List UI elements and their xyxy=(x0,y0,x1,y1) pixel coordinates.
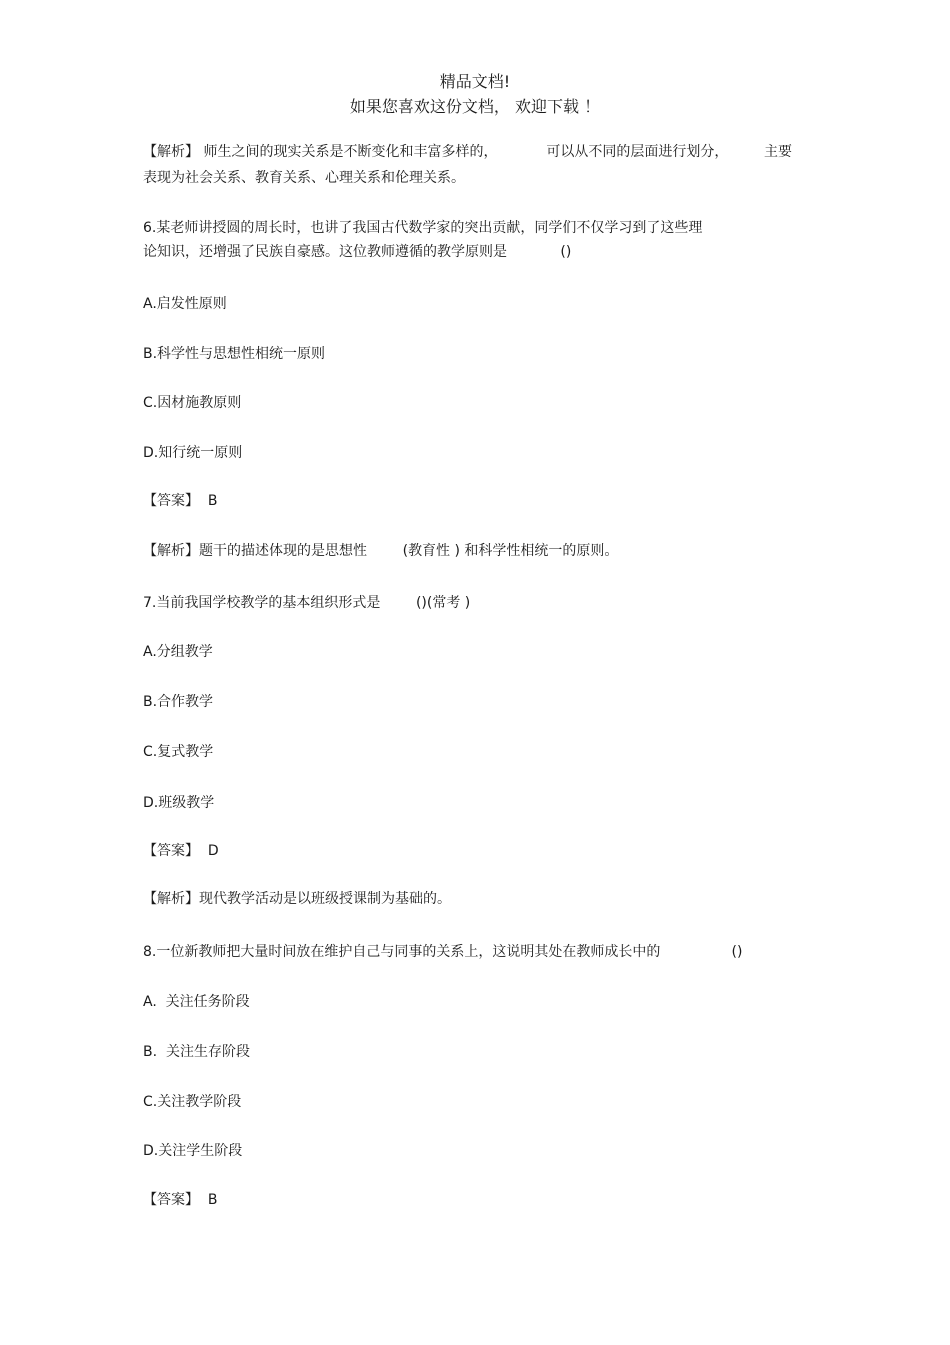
q7-option-c: C.复式教学 xyxy=(143,744,214,760)
q8-option-c: C.关注教学阶段 xyxy=(143,1094,242,1110)
q8-option-d: D.关注学生阶段 xyxy=(143,1143,243,1159)
q7-option-a: A.分组教学 xyxy=(143,644,213,660)
analysis-5-line-2: 表现为社会关系、教育关系、心理关系和伦理关系。 xyxy=(143,170,465,186)
question-6-line-1: 6.某老师讲授圆的周长时，也讲了我国古代数学家的突出贡献，同学们不仅学习到了这些理 xyxy=(143,220,703,236)
q7-option-b: B.合作教学 xyxy=(143,694,214,710)
q6-option-c: C.因材施教原则 xyxy=(143,395,242,411)
q7-option-d: D.班级教学 xyxy=(143,795,215,811)
q6-option-a: A.启发性原则 xyxy=(143,296,227,312)
q6-option-d: D.知行统一原则 xyxy=(143,445,243,461)
q6-answer: 【答案】 B xyxy=(143,493,218,509)
q6-analysis: 【解析】题干的描述体现的是思想性 (教育性 ) 和科学性相统一的原则。 xyxy=(143,543,619,559)
q7-analysis: 【解析】现代教学活动是以班级授课制为基础的。 xyxy=(143,891,451,907)
q8-answer: 【答案】 B xyxy=(143,1192,218,1208)
q6-option-b: B.科学性与思想性相统一原则 xyxy=(143,346,326,362)
q8-option-a: A. 关注任务阶段 xyxy=(143,994,250,1010)
q8-option-b: B. 关注生存阶段 xyxy=(143,1044,250,1060)
header-title: 精品文档! xyxy=(439,72,511,91)
question-6-line-2: 论知识，还增强了民族自豪感。这位教师遵循的教学原则是 () xyxy=(143,244,572,260)
question-8: 8.一位新教师把大量时间放在维护自己与同事的关系上，这说明其处在教师成长中的 () xyxy=(143,944,743,960)
question-7: 7.当前我国学校教学的基本组织形式是 ()(常考 ) xyxy=(143,595,471,611)
q7-answer: 【答案】 D xyxy=(143,843,219,859)
header-subtitle: 如果您喜欢这份文档， 欢迎下载 ！ xyxy=(349,97,601,116)
analysis-5-line-1: 【解析】 师生之间的现实关系是不断变化和丰富多样的， 可以从不同的层面进行划分， 主要 xyxy=(143,144,793,160)
